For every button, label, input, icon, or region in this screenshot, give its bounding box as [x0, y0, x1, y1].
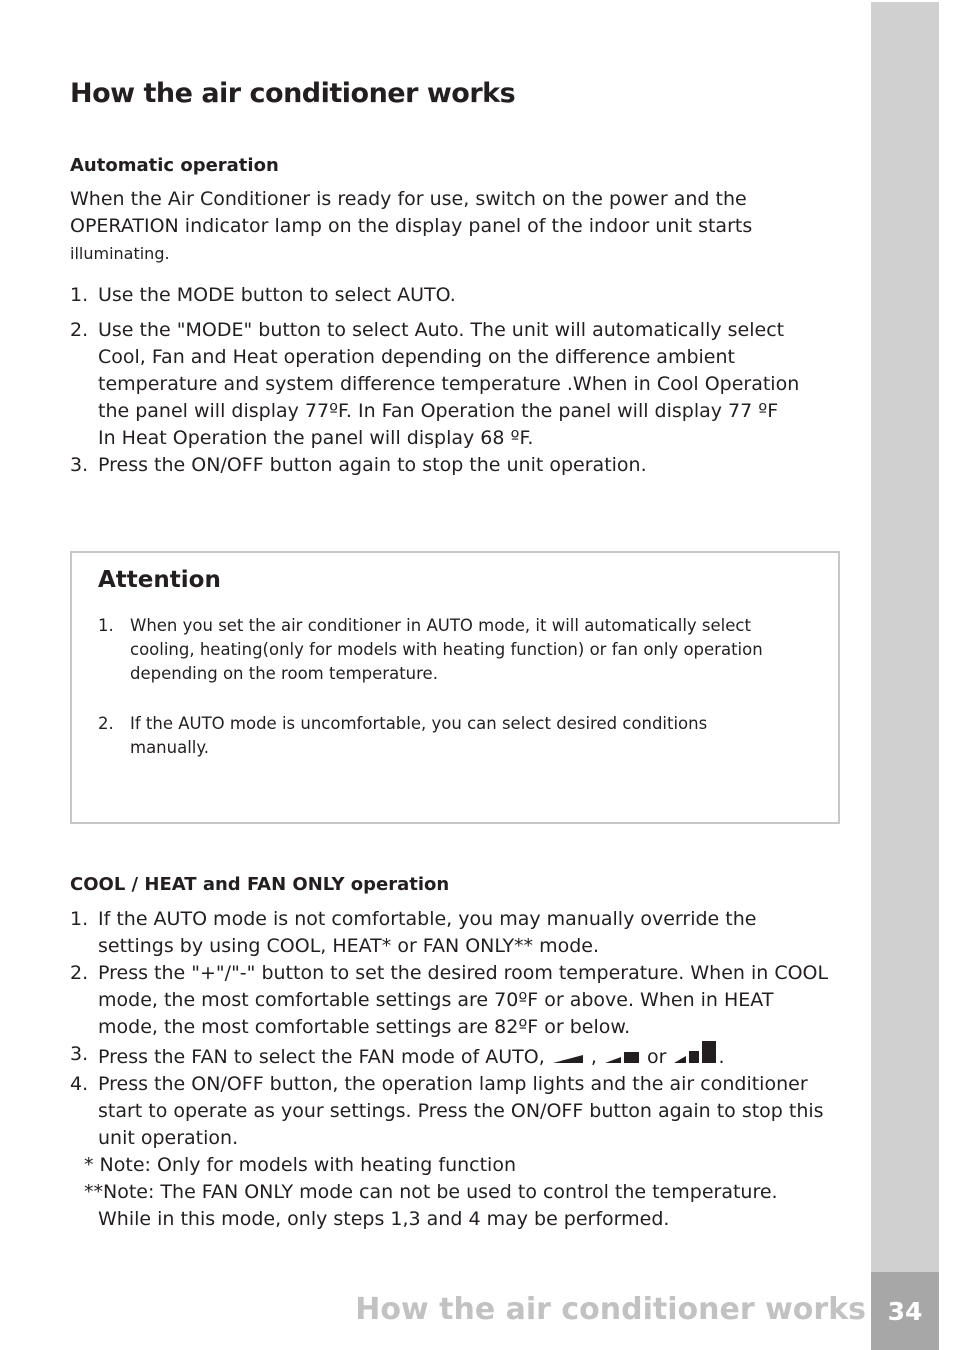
attention-item-number: 1.: [98, 616, 114, 635]
step-text: In Heat Operation the panel will display 68 ºF.: [98, 427, 534, 449]
step-number: 3.: [70, 1043, 89, 1065]
attention-item-number: 2.: [98, 714, 114, 733]
step-end: .: [718, 1046, 725, 1068]
attention-item-text: manually.: [130, 738, 210, 757]
manual-steps: [70, 906, 860, 1233]
list-item: [70, 960, 860, 1041]
step-text: start to operate as your settings. Press the ON/OFF button again to stop this: [98, 1100, 824, 1122]
attention-item-text: If the AUTO mode is uncomfortable, you can select desired conditions: [130, 714, 708, 733]
step-number: 4.: [70, 1073, 89, 1095]
auto-intro-line: illuminating.: [70, 244, 170, 263]
note-text: * Note: Only for models with heating function: [84, 1154, 516, 1176]
auto-intro-line: OPERATION indicator lamp on the display panel of the indoor unit starts: [70, 215, 753, 237]
attention-item-text: depending on the room temperature.: [130, 664, 438, 683]
auto-steps: [70, 282, 860, 479]
step-text: Use the "MODE" button to select Auto. The unit will automatically select: [98, 319, 785, 341]
list-item: [70, 906, 860, 960]
step-text: Press the ON/OFF button, the operation lamp lights and the air conditioner: [98, 1073, 808, 1095]
step-number: 1.: [70, 908, 89, 930]
list-item: [70, 282, 860, 309]
attention-item: [98, 614, 818, 686]
step-text: If the AUTO mode is not comfortable, you may manually override the: [98, 908, 757, 930]
fan-speed-medium-icon: [605, 1049, 639, 1063]
footer-title: How the air conditioner works: [355, 1292, 866, 1327]
fan-speed-low-icon: [553, 1051, 583, 1063]
auto-intro-line: When the Air Conditioner is ready for use, switch on the power and the: [70, 188, 747, 210]
fan-speed-high-icon: [674, 1041, 716, 1063]
step-text: mode, the most comfortable settings are 70ºF or above. When in HEAT: [98, 989, 774, 1011]
note-heating: [70, 1152, 860, 1179]
note-fan-only: [70, 1179, 860, 1233]
side-tab-strip: [871, 2, 939, 1350]
attention-item-text: When you set the air conditioner in AUTO mode, it will automatically select: [130, 616, 751, 635]
step-text: Press the ON/OFF button again to stop the unit operation.: [98, 454, 647, 476]
note-text: **Note: The FAN ONLY mode can not be used to control the temperature.: [84, 1181, 778, 1203]
step-text-fan: [98, 1041, 860, 1071]
step-number: 1.: [70, 284, 89, 306]
step-text: the panel will display 77ºF. In Fan Operation the panel will display 77 ºF: [98, 400, 779, 422]
separator: ,: [590, 1046, 597, 1068]
section-heading-auto: Automatic operation: [70, 155, 279, 176]
page-number: 34: [871, 1272, 939, 1350]
attention-title: Attention: [98, 567, 221, 593]
note-text: While in this mode, only steps 1,3 and 4 may be performed.: [98, 1208, 670, 1230]
step-number: 2.: [70, 319, 89, 341]
list-item: [70, 317, 860, 452]
step-text: Press the "+"/"-" button to set the desired room temperature. When in COOL: [98, 962, 829, 984]
list-item: [70, 1071, 860, 1152]
section-heading-manual: COOL / HEAT and FAN ONLY operation: [70, 874, 450, 895]
attention-box: [70, 551, 840, 824]
page-title: How the air conditioner works: [70, 78, 516, 109]
separator: or: [646, 1046, 667, 1068]
step-text: temperature and system difference temperature .When in Cool Operation: [98, 373, 800, 395]
step-number: 3.: [70, 454, 89, 476]
step-text: Press the FAN to select the FAN mode of AUTO,: [98, 1046, 545, 1068]
list-item: [70, 452, 860, 479]
auto-intro: [70, 186, 860, 267]
attention-item-text: cooling, heating(only for models with heating function) or fan only operation: [130, 640, 763, 659]
step-text: settings by using COOL, HEAT* or FAN ONLY** mode.: [98, 935, 600, 957]
attention-item: [98, 712, 818, 760]
list-item: [70, 1041, 860, 1071]
step-text: Use the MODE button to select AUTO.: [98, 284, 456, 306]
step-text: mode, the most comfortable settings are 82ºF or below.: [98, 1016, 631, 1038]
step-text: unit operation.: [98, 1127, 239, 1149]
step-number: 2.: [70, 962, 89, 984]
step-text: Cool, Fan and Heat operation depending on the difference ambient: [98, 346, 735, 368]
